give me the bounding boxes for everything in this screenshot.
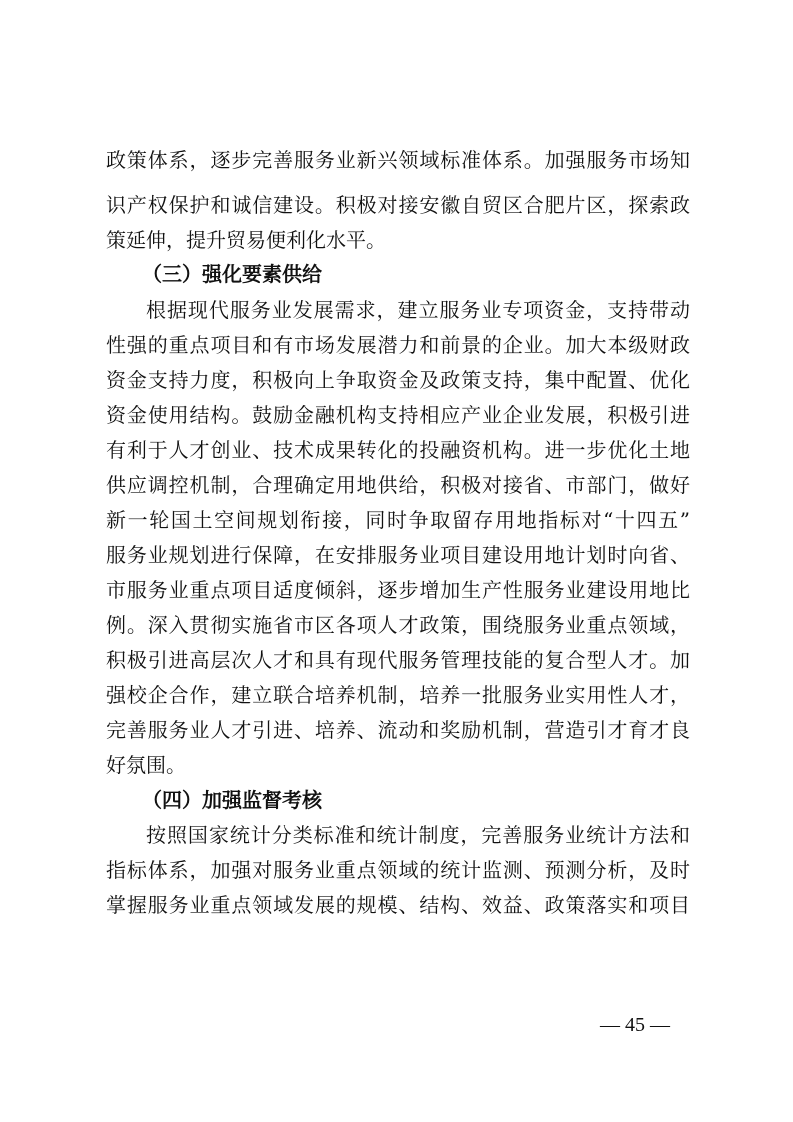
body-text-line: 新一轮国土空间规划衔接，同时争取留存用地指标对“十四五”: [106, 508, 690, 532]
body-text-line: 完善服务业人才引进、培养、流动和奖励机制，营造引才育才良: [106, 718, 690, 742]
body-text-line: 策延伸，提升贸易便利化水平。: [106, 228, 386, 252]
body-text-line: 资金支持力度，积极向上争取资金及政策支持，集中配置、优化: [106, 368, 690, 392]
body-text-line: 根据现代服务业发展需求，建立服务业专项资金，支持带动: [146, 298, 690, 322]
body-text-line: 政策体系，逐步完善服务业新兴领域标准体系。加强服务市场知: [106, 148, 690, 172]
body-text-line: 识产权保护和诚信建设。积极对接安徽自贸区合肥片区，探索政: [106, 193, 690, 217]
body-text-line: 例。深入贯彻实施省市区各项人才政策，围绕服务业重点领域，: [106, 613, 690, 637]
body-text-line: 有利于人才创业、技术成果转化的投融资机构。进一步优化土地: [106, 438, 690, 462]
body-text-line: 性强的重点项目和有市场发展潜力和前景的企业。加大本级财政: [106, 333, 690, 357]
body-text-line: 指标体系，加强对服务业重点领域的统计监测、预测分析，及时: [106, 858, 690, 882]
body-text-line: 掌握服务业重点领域发展的规模、结构、效益、政策落实和项目: [106, 893, 690, 917]
body-text-line: 按照国家统计分类标准和统计制度，完善服务业统计方法和: [146, 823, 690, 847]
body-text-line: 积极引进高层次人才和具有现代服务管理技能的复合型人才。加: [106, 648, 690, 672]
body-text-line: 服务业规划进行保障，在安排服务业项目建设用地计划时向省、: [106, 543, 690, 567]
section-heading-4: （四）加强监督考核: [142, 788, 322, 812]
body-text-line: 强校企合作，建立联合培养机制，培养一批服务业实用性人才，: [106, 683, 690, 707]
body-text-line: 资金使用结构。鼓励金融机构支持相应产业企业发展，积极引进: [106, 403, 690, 427]
body-text-line: 供应调控机制，合理确定用地供给，积极对接省、市部门，做好: [106, 473, 690, 497]
section-heading-3: （三）强化要素供给: [142, 262, 322, 286]
body-text-line: 市服务业重点项目适度倾斜，逐步增加生产性服务业建设用地比: [106, 578, 690, 602]
page-number: — 45 —: [600, 1014, 670, 1036]
body-text-line: 好氛围。: [106, 753, 186, 777]
